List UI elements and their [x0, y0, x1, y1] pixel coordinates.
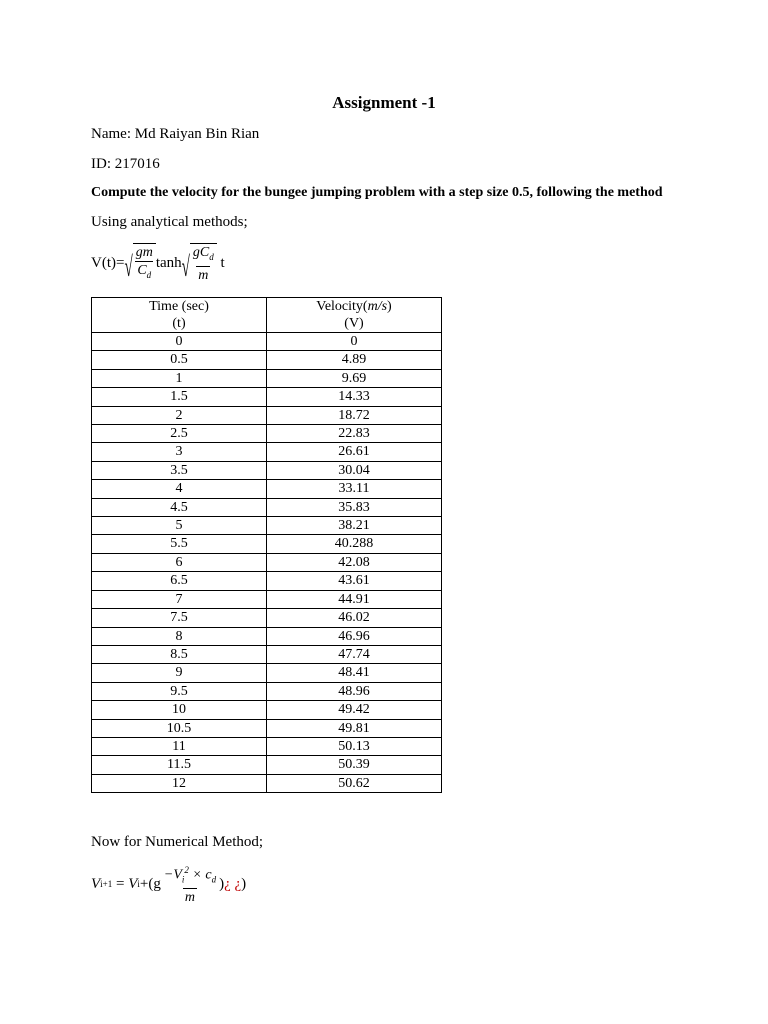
- velocity-cell: 30.04: [267, 461, 442, 479]
- velocity-cell: 18.72: [267, 406, 442, 424]
- numerical-heading: Now for Numerical Method;: [91, 834, 264, 850]
- velocity-cell: 9.69: [267, 369, 442, 387]
- table-row: [92, 461, 442, 479]
- table-row: [92, 535, 442, 553]
- fraction-gm-over-cd: $\frac{gm}{C_d}$: [134, 244, 155, 284]
- velocity-cell: 50.62: [267, 774, 442, 792]
- table-row: [92, 480, 442, 498]
- velocity-cell: 33.11: [267, 480, 442, 498]
- broken-glyphs: ¿ ¿: [224, 875, 242, 892]
- velocity-cell: 46.02: [267, 609, 442, 627]
- time-cell: 4: [92, 480, 267, 498]
- numerical-formula: V i+1 = V i +(g $\frac{-V_i^2 \times c_d}{m}$ ) ¿ ¿ ): [91, 862, 246, 906]
- header-time: Time (sec) (t): [92, 298, 267, 333]
- time-cell: 2: [92, 406, 267, 424]
- table-row: [92, 351, 442, 369]
- velocity-cell: 50.39: [267, 756, 442, 774]
- table-row: [92, 664, 442, 682]
- fraction-gcd-over-m: $\frac{gC_d}{m}$: [192, 245, 214, 283]
- header-velocity: Velocity(m/s) (V): [267, 298, 442, 333]
- time-cell: 6: [92, 553, 267, 571]
- table-row: [92, 590, 442, 608]
- time-cell: 12: [92, 774, 267, 792]
- table-row: [92, 737, 442, 755]
- table-row: [92, 553, 442, 571]
- time-cell: 7.5: [92, 609, 267, 627]
- time-cell: 5: [92, 517, 267, 535]
- velocity-cell: 14.33: [267, 388, 442, 406]
- time-cell: 6.5: [92, 572, 267, 590]
- task-statement: Compute the velocity for the bungee jumping problem with a step size 0.5, following the method: [91, 185, 663, 200]
- table-row: [92, 443, 442, 461]
- table-row: [92, 719, 442, 737]
- table-row: [92, 425, 442, 443]
- velocity-cell: 49.81: [267, 719, 442, 737]
- student-name: Name: Md Raiyan Bin Rian: [91, 126, 260, 142]
- time-cell: 2.5: [92, 425, 267, 443]
- document-title: Assignment -1: [332, 93, 436, 112]
- table-row: [92, 756, 442, 774]
- time-cell: 0.5: [92, 351, 267, 369]
- table-row: [92, 572, 442, 590]
- tanh-label: tanh: [155, 254, 182, 271]
- time-cell: 4.5: [92, 498, 267, 516]
- table-row: [92, 406, 442, 424]
- velocity-cell: 42.08: [267, 553, 442, 571]
- velocity-cell: 40.288: [267, 535, 442, 553]
- time-cell: 0: [92, 333, 267, 351]
- time-cell: 10.5: [92, 719, 267, 737]
- time-cell: 7: [92, 590, 267, 608]
- table-row: [92, 645, 442, 663]
- time-cell: 11.5: [92, 756, 267, 774]
- velocity-cell: 44.91: [267, 590, 442, 608]
- table-row: [92, 609, 442, 627]
- velocity-cell: 26.61: [267, 443, 442, 461]
- time-cell: 1.5: [92, 388, 267, 406]
- velocity-table: [91, 297, 442, 793]
- velocity-cell: 4.89: [267, 351, 442, 369]
- velocity-cell: 49.42: [267, 701, 442, 719]
- velocity-cell: 43.61: [267, 572, 442, 590]
- time-cell: 10: [92, 701, 267, 719]
- time-cell: 8.5: [92, 645, 267, 663]
- table-row: [92, 388, 442, 406]
- sqrt-term-2: √ $\frac{gC_d}{m}$: [182, 243, 217, 284]
- analytical-heading: Using analytical methods;: [91, 214, 248, 230]
- student-id: ID: 217016: [91, 156, 160, 172]
- formula-lhs: V(t)=: [91, 254, 125, 271]
- analytical-formula: [91, 243, 225, 284]
- table-row: [92, 498, 442, 516]
- table-row: [92, 627, 442, 645]
- velocity-cell: 48.96: [267, 682, 442, 700]
- numerical-fraction: $\frac{-V_i^2 \times c_d}{m}$: [163, 865, 217, 906]
- time-cell: 1: [92, 369, 267, 387]
- time-cell: 11: [92, 737, 267, 755]
- table-row: [92, 774, 442, 792]
- formula-tail: t: [216, 254, 225, 271]
- table-row: [92, 701, 442, 719]
- table-row: [92, 517, 442, 535]
- velocity-cell: 50.13: [267, 737, 442, 755]
- table-row: [92, 333, 442, 351]
- sqrt-term-1: √ $\frac{gm}{C_d}$: [124, 243, 155, 284]
- time-cell: 9: [92, 664, 267, 682]
- time-cell: 8: [92, 627, 267, 645]
- time-cell: 9.5: [92, 682, 267, 700]
- time-cell: 3: [92, 443, 267, 461]
- time-cell: 5.5: [92, 535, 267, 553]
- velocity-cell: 22.83: [267, 425, 442, 443]
- table-header-row: [92, 298, 442, 333]
- velocity-cell: 35.83: [267, 498, 442, 516]
- time-cell: 3.5: [92, 461, 267, 479]
- table-row: [92, 369, 442, 387]
- velocity-cell: 38.21: [267, 517, 442, 535]
- velocity-cell: 0: [267, 333, 442, 351]
- table-row: [92, 682, 442, 700]
- velocity-cell: 47.74: [267, 645, 442, 663]
- velocity-cell: 48.41: [267, 664, 442, 682]
- velocity-cell: 46.96: [267, 627, 442, 645]
